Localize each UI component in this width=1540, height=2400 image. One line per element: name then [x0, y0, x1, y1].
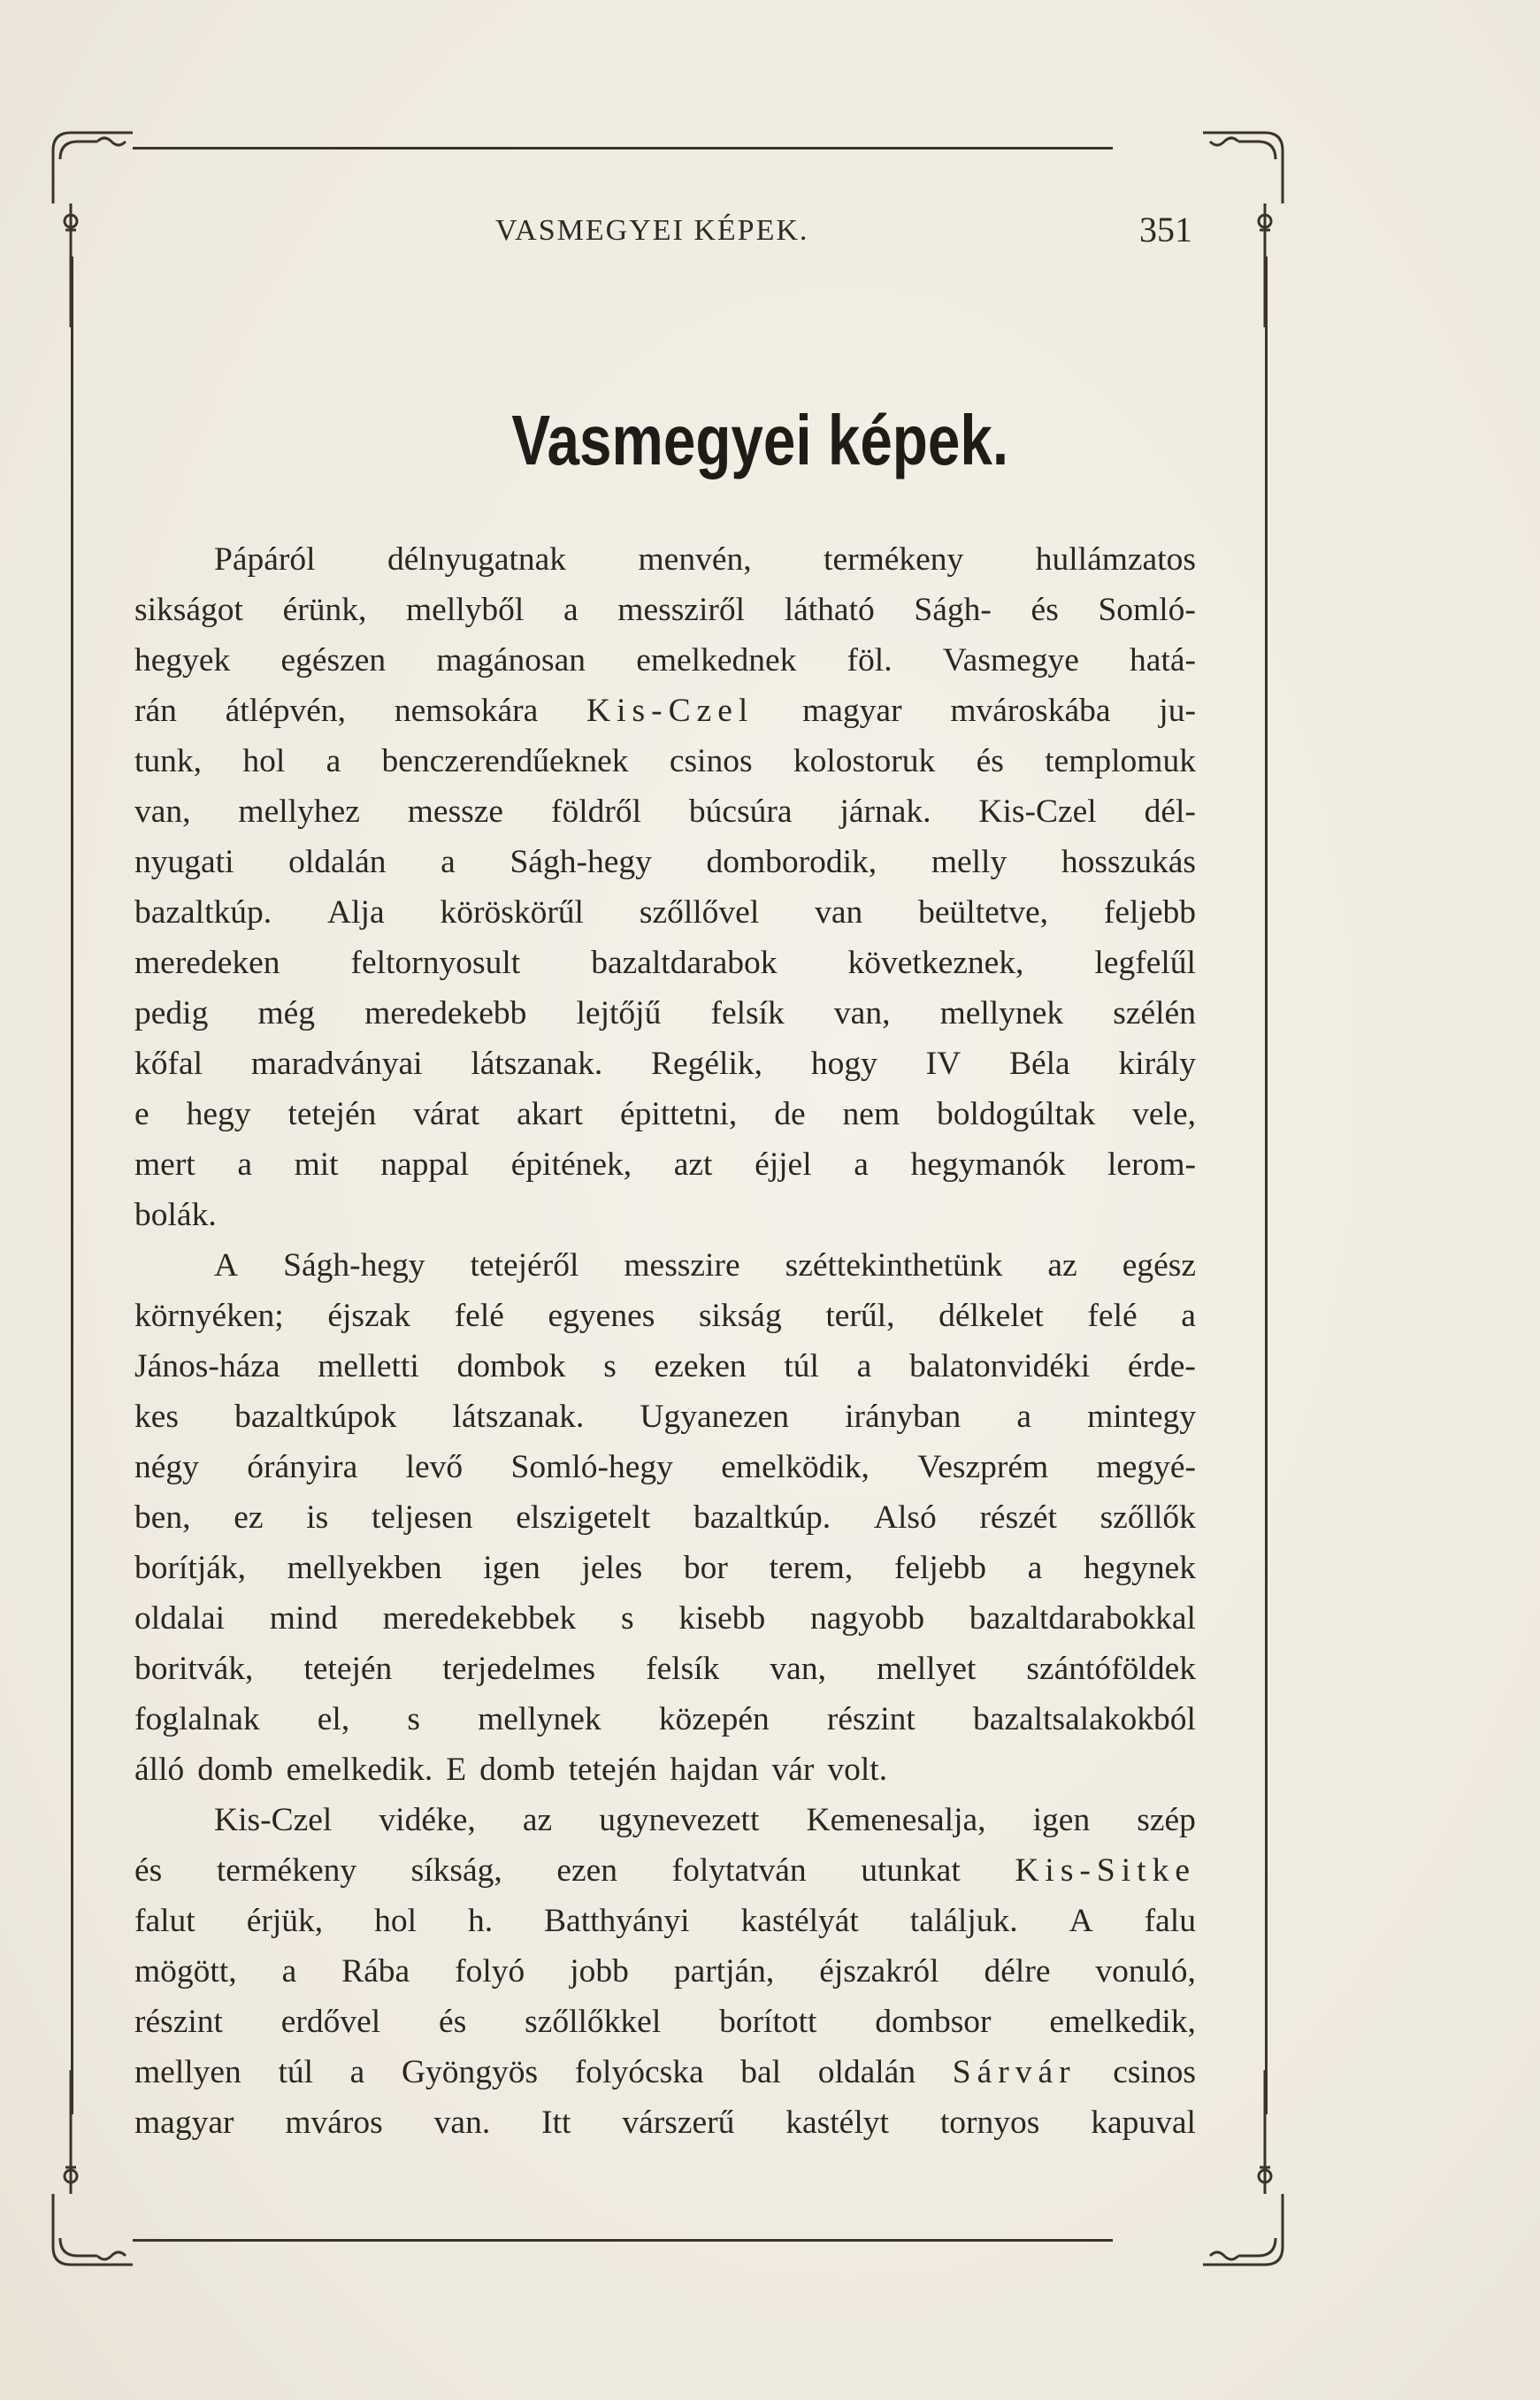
text-line: hegyek egészen magánosan emelkednek föl. Vasmegye hatá-: [134, 642, 1196, 679]
text-line: Kis-Czel vidéke, az ugynevezett Kemenesalja, igen szép: [214, 1802, 1196, 1838]
ornament-corner-bottom-right: [1185, 2061, 1291, 2273]
text-line: foglalnak el, s mellynek közepén részint bazaltsalakokból: [134, 1701, 1196, 1737]
frame-left-rule: [71, 257, 73, 2114]
text-line: bolák.: [134, 1197, 217, 1233]
text-line: négy órányira levő Somló-hegy emelködik, Veszprém megyé-: [134, 1449, 1196, 1485]
text-line: boritvák, tetején terjedelmes felsík van, mellyet szántóföldek: [134, 1651, 1196, 1687]
ornament-corner-top-right: [1185, 124, 1291, 336]
text-line: mert a mit nappal épitének, azt éjjel a hegymanók lerom-: [134, 1146, 1196, 1183]
text-line: e hegy tetején várat akart épittetni, de nem boldogúltak vele,: [134, 1096, 1196, 1132]
text-line: bazaltkúp. Alja köröskörűl szőllővel van beültetve, feljebb: [134, 894, 1196, 931]
page-number: 351: [1139, 210, 1192, 249]
text-line: nyugati oldalán a Ságh-hegy domborodik, melly hosszukás: [134, 844, 1196, 880]
text-line: meredeken feltornyosult bazaltdarabok következnek, legfelűl: [134, 945, 1196, 981]
body-text: [134, 534, 1196, 2148]
text-line: János-háza melletti dombok s ezeken túl a balatonvidéki érde-: [134, 1348, 1196, 1384]
text-line: oldalai mind meredekebbek s kisebb nagyobb bazaltdarabokkal: [134, 1600, 1196, 1637]
text-line: sikságot érünk, mellyből a messziről látható Ságh- és Somló-: [134, 592, 1196, 628]
chapter-title: Vasmegyei képek.: [511, 401, 1009, 479]
running-head-title: VASMEGYEI KÉPEK.: [495, 214, 809, 247]
text-line: falut érjük, hol h. Batthyányi kastélyát találjuk. A falu: [134, 1903, 1196, 1939]
text-line: kes bazaltkúpok látszanak. Ugyanezen irányban a mintegy: [134, 1399, 1196, 1435]
text-line: pedig még meredekebb lejtőjű felsík van, mellynek szélén: [134, 995, 1196, 1031]
text-line: álló domb emelkedik. E domb tetején hajdan vár volt.: [134, 1752, 888, 1788]
frame-bottom-rule: [133, 2239, 1113, 2242]
text-line: A Ságh-hegy tetejéről messzire széttekinthetünk az egész: [214, 1247, 1196, 1284]
frame-right-rule: [1265, 257, 1268, 2114]
text-line: mögött, a Rába folyó jobb partján, éjszakról délre vonuló,: [134, 1953, 1196, 1990]
ornament-corner-top-left: [44, 124, 150, 336]
text-line: kőfal maradványai látszanak. Regélik, hogy IV Béla király: [134, 1046, 1196, 1082]
text-line: borítják, mellyekben igen jeles bor terem, feljebb a hegynek: [134, 1550, 1196, 1586]
text-line: rán átlépvén, nemsokára Kis-Czel magyar mvároskába ju-: [134, 693, 1196, 729]
text-line: mellyen túl a Gyöngyös folyócska bal oldalán Sárvár csinos: [134, 2054, 1196, 2090]
frame-top-rule: [133, 147, 1113, 150]
text-line: környéken; éjszak felé egyenes sikság terűl, délkelet felé a: [134, 1298, 1196, 1334]
text-line: és termékeny síkság, ezen folytatván utunkat Kis-Sitke: [134, 1852, 1196, 1889]
text-line: Pápáról délnyugatnak menvén, termékeny hullámzatos: [214, 541, 1196, 578]
text-line: részint erdővel és szőllőkkel borított dombsor emelkedik,: [134, 2004, 1196, 2040]
text-line: magyar mváros van. Itt várszerű kastélyt tornyos kapuval: [134, 2105, 1196, 2141]
text-line: van, mellyhez messze földről búcsúra járnak. Kis-Czel dél-: [134, 794, 1196, 830]
text-line: tunk, hol a benczerendűeknek csinos kolostoruk és templomuk: [134, 743, 1196, 779]
text-line: ben, ez is teljesen elszigetelt bazaltkúp. Alsó részét szőllők: [134, 1499, 1196, 1536]
